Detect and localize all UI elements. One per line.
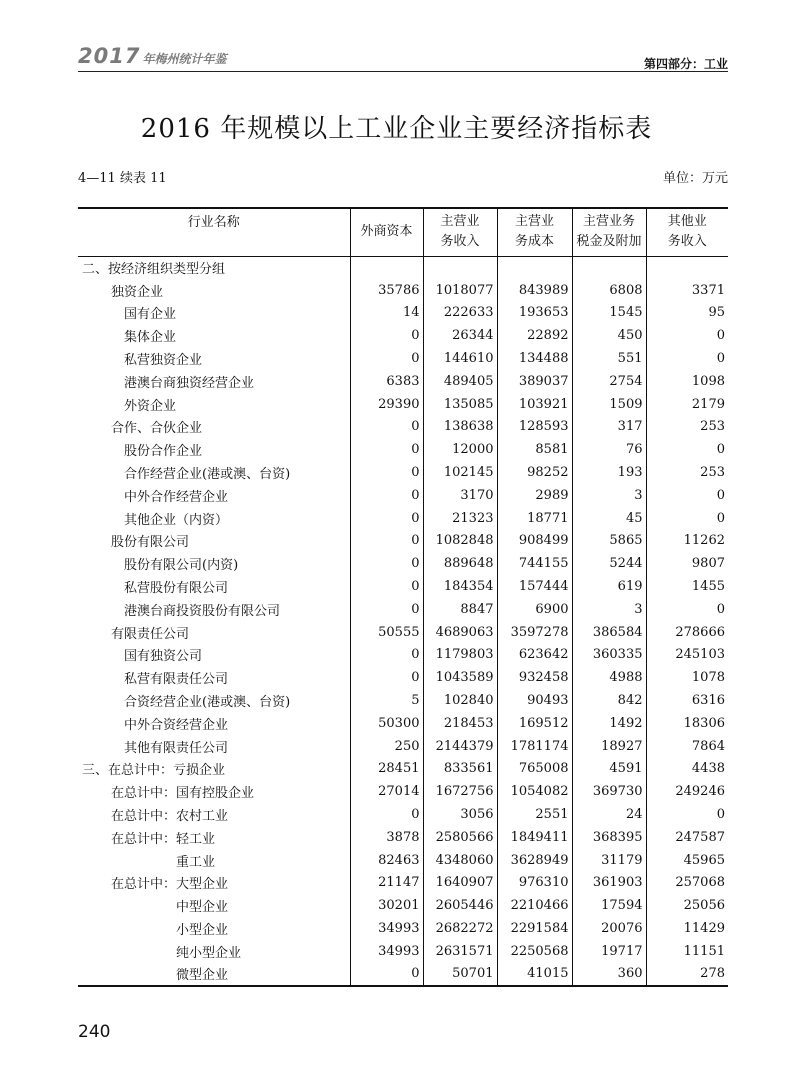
cell-other-revenue: 257068	[646, 872, 728, 895]
row-label: 纯小型企业	[176, 945, 242, 961]
row-label: 私营独资企业	[124, 353, 203, 369]
cell-main-revenue: 50701	[423, 963, 497, 986]
cell-main-cost: 744155	[497, 552, 572, 575]
table-row	[78, 507, 728, 530]
cell-main-tax: 6808	[572, 279, 646, 302]
table-row	[78, 347, 728, 370]
cell-other-revenue: 18306	[646, 712, 728, 735]
row-label: 股份有限公司(内资)	[124, 558, 239, 574]
cell-main-revenue: 4348060	[423, 849, 497, 872]
cell-main-cost: 765008	[497, 758, 572, 781]
cell-other-revenue: 0	[646, 803, 728, 826]
cell-main-tax: 368395	[572, 826, 646, 849]
cell-main-tax: 24	[572, 803, 646, 826]
table-row	[78, 484, 728, 507]
cell-foreign-capital: 50555	[350, 621, 423, 644]
table-row	[78, 324, 728, 347]
yearbook-subtitle: 年梅州统计年鉴	[142, 52, 227, 66]
page-title: 2016 年规模以上工业企业主要经济指标表	[140, 114, 653, 144]
cell-foreign-capital: 21147	[350, 872, 423, 895]
row-label: 外资企业	[124, 398, 177, 414]
cell-foreign-capital: 0	[350, 438, 423, 461]
table-row	[78, 598, 728, 621]
cell-other-revenue: 2179	[646, 393, 728, 416]
cell-main-cost: 157444	[497, 575, 572, 598]
cell-foreign-capital: 6383	[350, 370, 423, 393]
table-row	[78, 712, 728, 735]
cell-main-revenue: 1043589	[423, 666, 497, 689]
cell-foreign-capital: 0	[350, 598, 423, 621]
cell-other-revenue: 278666	[646, 621, 728, 644]
row-label: 中外合作经营企业	[124, 489, 229, 505]
row-label: 其他企业（内资）	[124, 512, 229, 528]
row-label: 港澳台商投资股份有限公司	[124, 603, 281, 619]
cell-main-tax: 4988	[572, 666, 646, 689]
table-row	[78, 940, 728, 963]
row-label: 国有独资公司	[124, 649, 203, 665]
column-header-line: 务收入	[667, 234, 707, 250]
table-row	[78, 963, 728, 986]
table-row	[78, 849, 728, 872]
cell-main-tax: 360335	[572, 644, 646, 667]
cell-other-revenue: 245103	[646, 644, 728, 667]
cell-main-tax: 5244	[572, 552, 646, 575]
table-row	[78, 416, 728, 439]
table-row	[78, 438, 728, 461]
row-label: 中外合资经营企业	[124, 717, 229, 733]
cell-main-cost: 2250568	[497, 940, 572, 963]
cell-main-revenue: 4689063	[423, 621, 497, 644]
cell-other-revenue: 1455	[646, 575, 728, 598]
cell-main-revenue: 2631571	[423, 940, 497, 963]
table-row	[78, 621, 728, 644]
row-label: 在总计中：大型企业	[111, 877, 229, 893]
cell-foreign-capital: 0	[350, 530, 423, 553]
cell-main-cost: 134488	[497, 347, 572, 370]
column-header-main-revenue	[423, 208, 497, 256]
cell-other-revenue: 4438	[646, 758, 728, 781]
cell-other-revenue: 6316	[646, 689, 728, 712]
cell-main-tax: 193	[572, 461, 646, 484]
cell-main-revenue: 1672756	[423, 780, 497, 803]
column-header-other-revenue	[646, 208, 728, 256]
header-divider	[78, 71, 728, 72]
table-row	[78, 803, 728, 826]
column-header-industry: 行业名称	[78, 208, 350, 256]
cell-other-revenue: 0	[646, 484, 728, 507]
cell-main-tax: 2754	[572, 370, 646, 393]
cell-main-tax	[572, 256, 646, 279]
cell-main-tax: 1545	[572, 302, 646, 325]
cell-main-cost: 41015	[497, 963, 572, 986]
cell-other-revenue: 95	[646, 302, 728, 325]
yearbook-logo: 2017 年梅州统计年鉴	[78, 44, 227, 68]
cell-main-tax: 3	[572, 598, 646, 621]
cell-main-revenue	[423, 256, 497, 279]
section-label: 第四部分：工业	[643, 57, 728, 71]
column-header-line: 主营业务	[582, 214, 635, 230]
row-label: 中型企业	[176, 900, 229, 916]
cell-main-revenue: 184354	[423, 575, 497, 598]
column-header-line: 外商资本	[360, 224, 413, 240]
cell-main-cost: 1849411	[497, 826, 572, 849]
row-label: 合资经营企业(港或澳、台资)	[124, 695, 291, 711]
table-row	[78, 780, 728, 803]
cell-other-revenue: 253	[646, 461, 728, 484]
table-row	[78, 758, 728, 781]
column-header-line: 主营业	[514, 214, 554, 230]
cell-main-cost: 18771	[497, 507, 572, 530]
cell-main-revenue: 218453	[423, 712, 497, 735]
cell-foreign-capital: 250	[350, 735, 423, 758]
cell-main-tax: 842	[572, 689, 646, 712]
cell-other-revenue: 3371	[646, 279, 728, 302]
cell-main-revenue: 138638	[423, 416, 497, 439]
page-number: 240	[78, 1022, 111, 1042]
cell-main-revenue: 1640907	[423, 872, 497, 895]
cell-main-cost: 6900	[497, 598, 572, 621]
column-header-line: 税金及附加	[576, 234, 642, 250]
cell-main-tax: 360	[572, 963, 646, 986]
cell-foreign-capital: 29390	[350, 393, 423, 416]
cell-main-revenue: 3170	[423, 484, 497, 507]
row-label: 在总计中：农村工业	[111, 809, 229, 825]
cell-main-tax: 317	[572, 416, 646, 439]
cell-other-revenue: 249246	[646, 780, 728, 803]
cell-main-tax: 450	[572, 324, 646, 347]
row-label: 股份合作企业	[124, 444, 203, 460]
cell-foreign-capital: 0	[350, 416, 423, 439]
cell-main-revenue: 1179803	[423, 644, 497, 667]
cell-main-revenue: 2580566	[423, 826, 497, 849]
cell-main-cost: 389037	[497, 370, 572, 393]
column-header-main-tax	[572, 208, 646, 256]
table-row	[78, 735, 728, 758]
cell-other-revenue: 9807	[646, 552, 728, 575]
cell-main-tax: 1509	[572, 393, 646, 416]
cell-main-cost: 169512	[497, 712, 572, 735]
cell-other-revenue: 25056	[646, 894, 728, 917]
table-row	[78, 552, 728, 575]
cell-main-tax: 20076	[572, 917, 646, 940]
cell-main-revenue: 1018077	[423, 279, 497, 302]
cell-foreign-capital	[350, 256, 423, 279]
table-row	[78, 393, 728, 416]
cell-other-revenue: 0	[646, 507, 728, 530]
column-header-line: 其他业	[667, 214, 707, 230]
cell-other-revenue: 0	[646, 438, 728, 461]
table-row	[78, 917, 728, 940]
cell-other-revenue: 1078	[646, 666, 728, 689]
cell-main-cost: 98252	[497, 461, 572, 484]
row-label: 国有企业	[124, 307, 177, 323]
cell-main-revenue: 21323	[423, 507, 497, 530]
cell-main-tax: 619	[572, 575, 646, 598]
cell-foreign-capital: 28451	[350, 758, 423, 781]
column-header-foreign-capital	[350, 208, 423, 256]
table-row	[78, 302, 728, 325]
row-label: 合作、合伙企业	[111, 421, 203, 437]
cell-main-cost: 3597278	[497, 621, 572, 644]
unit-label: 单位：万元	[662, 171, 728, 186]
row-label: 在总计中：轻工业	[111, 831, 216, 847]
cell-main-tax: 17594	[572, 894, 646, 917]
cell-main-tax: 369730	[572, 780, 646, 803]
cell-foreign-capital: 35786	[350, 279, 423, 302]
table-row	[78, 575, 728, 598]
row-label: 重工业	[176, 854, 216, 870]
cell-main-revenue: 144610	[423, 347, 497, 370]
cell-foreign-capital: 0	[350, 575, 423, 598]
cell-foreign-capital: 14	[350, 302, 423, 325]
cell-other-revenue: 1098	[646, 370, 728, 393]
cell-main-tax: 1492	[572, 712, 646, 735]
cell-other-revenue: 7864	[646, 735, 728, 758]
cell-main-cost: 1781174	[497, 735, 572, 758]
cell-main-tax: 76	[572, 438, 646, 461]
cell-foreign-capital: 5	[350, 689, 423, 712]
cell-main-cost: 908499	[497, 530, 572, 553]
row-label: 二、按经济组织类型分组	[82, 262, 226, 278]
cell-other-revenue: 11429	[646, 917, 728, 940]
cell-main-cost: 103921	[497, 393, 572, 416]
cell-foreign-capital: 82463	[350, 849, 423, 872]
cell-main-revenue: 12000	[423, 438, 497, 461]
cell-foreign-capital: 3878	[350, 826, 423, 849]
cell-foreign-capital: 0	[350, 507, 423, 530]
cell-other-revenue: 247587	[646, 826, 728, 849]
cell-main-tax: 18927	[572, 735, 646, 758]
table-row	[78, 894, 728, 917]
indicator-table	[78, 207, 728, 987]
cell-foreign-capital: 0	[350, 552, 423, 575]
cell-main-cost: 3628949	[497, 849, 572, 872]
table-row	[78, 530, 728, 553]
row-label: 其他有限责任公司	[124, 740, 229, 756]
column-header-line: 主营业	[440, 214, 480, 230]
table-meta	[78, 167, 728, 187]
cell-main-cost: 843989	[497, 279, 572, 302]
cell-foreign-capital: 34993	[350, 917, 423, 940]
table-row	[78, 644, 728, 667]
cell-main-cost: 1054082	[497, 780, 572, 803]
cell-foreign-capital: 30201	[350, 894, 423, 917]
cell-foreign-capital: 0	[350, 644, 423, 667]
cell-main-cost: 2989	[497, 484, 572, 507]
cell-main-cost: 193653	[497, 302, 572, 325]
cell-main-revenue: 833561	[423, 758, 497, 781]
row-label: 股份有限公司	[111, 535, 190, 551]
cell-foreign-capital: 0	[350, 666, 423, 689]
cell-other-revenue: 278	[646, 963, 728, 986]
cell-other-revenue	[646, 256, 728, 279]
cell-foreign-capital: 0	[350, 484, 423, 507]
cell-main-tax: 19717	[572, 940, 646, 963]
table-header-row	[78, 208, 728, 256]
cell-main-revenue: 2682272	[423, 917, 497, 940]
cell-main-tax: 4591	[572, 758, 646, 781]
table-row	[78, 826, 728, 849]
row-label: 独资企业	[111, 284, 164, 300]
cell-main-cost	[497, 256, 572, 279]
cell-main-revenue: 102840	[423, 689, 497, 712]
cell-main-revenue: 3056	[423, 803, 497, 826]
cell-other-revenue: 0	[646, 598, 728, 621]
cell-main-cost: 128593	[497, 416, 572, 439]
running-header	[78, 44, 728, 72]
cell-main-tax: 361903	[572, 872, 646, 895]
row-label: 集体企业	[124, 330, 177, 346]
cell-other-revenue: 0	[646, 347, 728, 370]
row-label: 微型企业	[78, 963, 350, 986]
cell-main-tax: 31179	[572, 849, 646, 872]
cell-main-revenue: 489405	[423, 370, 497, 393]
cell-main-cost: 2210466	[497, 894, 572, 917]
cell-main-revenue: 2144379	[423, 735, 497, 758]
cell-main-revenue: 102145	[423, 461, 497, 484]
cell-other-revenue: 0	[646, 324, 728, 347]
cell-main-revenue: 135085	[423, 393, 497, 416]
table-row	[78, 689, 728, 712]
cell-main-cost: 2551	[497, 803, 572, 826]
column-header-line: 务成本	[514, 234, 554, 250]
row-label: 三、在总计中：亏损企业	[82, 763, 226, 779]
cell-main-cost: 623642	[497, 644, 572, 667]
cell-foreign-capital: 0	[350, 803, 423, 826]
cell-main-revenue: 1082848	[423, 530, 497, 553]
row-label: 小型企业	[176, 923, 229, 938]
table-body	[78, 256, 728, 986]
cell-foreign-capital: 0	[350, 324, 423, 347]
cell-main-tax: 386584	[572, 621, 646, 644]
cell-main-revenue: 2605446	[423, 894, 497, 917]
table-row	[78, 872, 728, 895]
cell-main-revenue: 889648	[423, 552, 497, 575]
row-label: 合作经营企业(港或澳、台资)	[124, 467, 291, 483]
cell-main-cost: 2291584	[497, 917, 572, 940]
table-row	[78, 666, 728, 689]
row-label: 有限责任公司	[111, 626, 190, 642]
cell-main-tax: 45	[572, 507, 646, 530]
cell-main-cost: 90493	[497, 689, 572, 712]
table-row	[78, 461, 728, 484]
row-label: 港澳台商独资经营企业	[124, 375, 255, 391]
cell-foreign-capital: 34993	[350, 940, 423, 963]
table-row	[78, 279, 728, 302]
cell-other-revenue: 11262	[646, 530, 728, 553]
cell-other-revenue: 45965	[646, 849, 728, 872]
cell-main-revenue: 8847	[423, 598, 497, 621]
table-row	[78, 256, 728, 279]
cell-main-revenue: 222633	[423, 302, 497, 325]
column-header-main-cost	[497, 208, 572, 256]
cell-main-tax: 3	[572, 484, 646, 507]
cell-main-revenue: 26344	[423, 324, 497, 347]
row-label: 私营股份有限公司	[124, 581, 229, 597]
cell-foreign-capital: 0	[350, 963, 423, 986]
cell-main-cost: 8581	[497, 438, 572, 461]
cell-main-cost: 22892	[497, 324, 572, 347]
cell-main-cost: 932458	[497, 666, 572, 689]
cell-other-revenue: 11151	[646, 940, 728, 963]
table-row	[78, 370, 728, 393]
table-id: 4—11 续表 11	[78, 171, 167, 186]
cell-foreign-capital: 50300	[350, 712, 423, 735]
column-header-line: 务收入	[440, 234, 480, 250]
cell-main-tax: 5865	[572, 530, 646, 553]
cell-main-tax: 551	[572, 347, 646, 370]
cell-main-cost: 976310	[497, 872, 572, 895]
row-label: 私营有限责任公司	[124, 672, 229, 688]
cell-other-revenue: 253	[646, 416, 728, 439]
cell-foreign-capital: 27014	[350, 780, 423, 803]
cell-foreign-capital: 0	[350, 347, 423, 370]
row-label: 在总计中：国有控股企业	[111, 786, 255, 802]
cell-foreign-capital: 0	[350, 461, 423, 484]
